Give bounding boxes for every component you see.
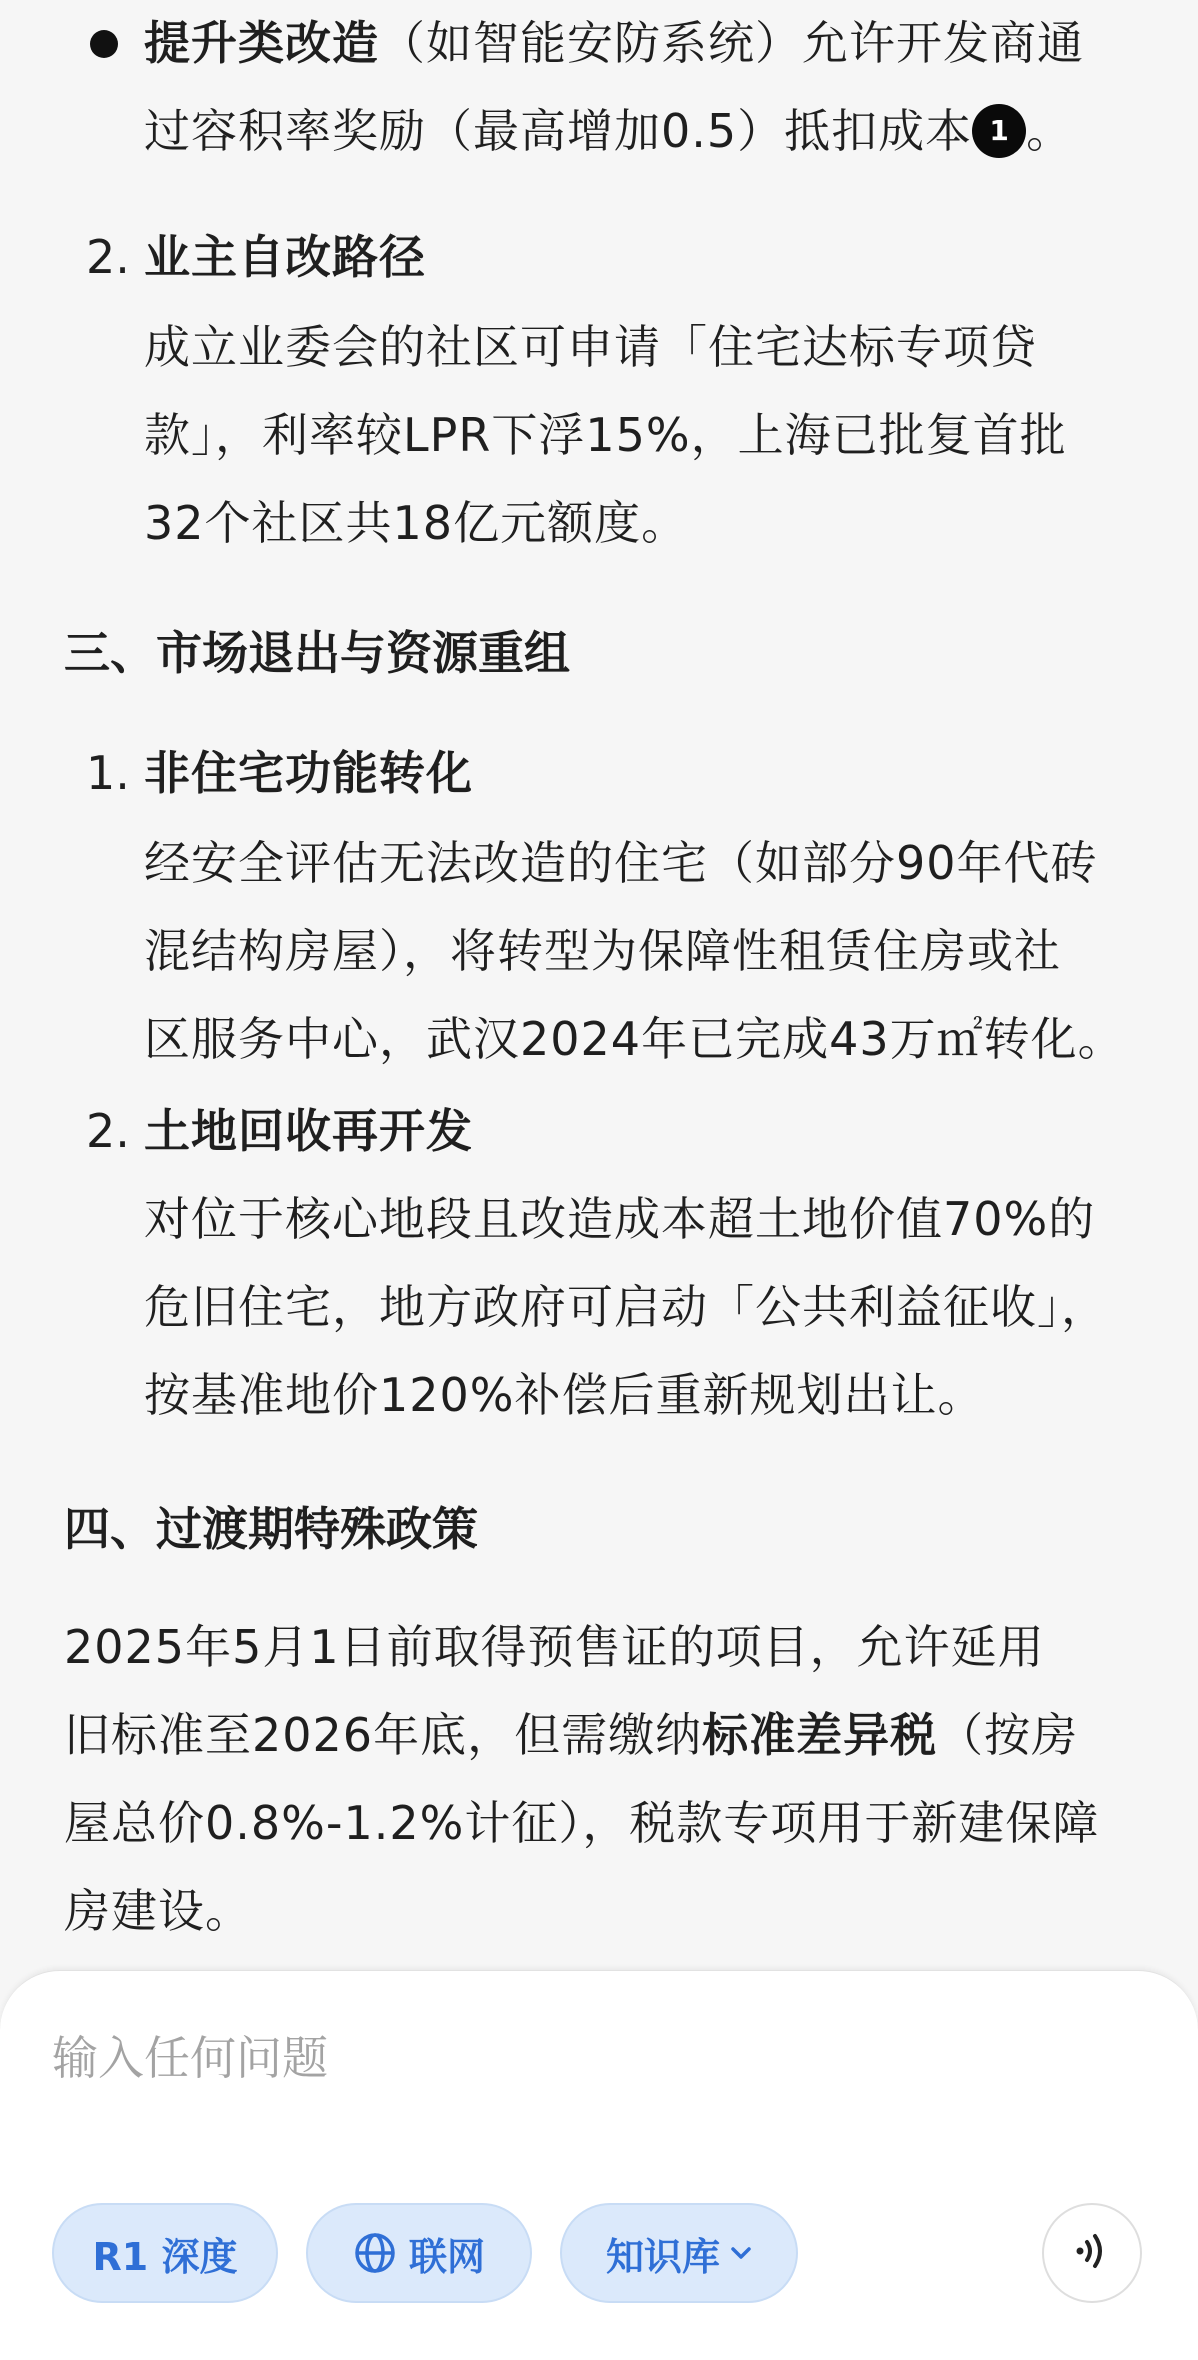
list-item-title: 土地回收再开发 [144,1104,473,1158]
list-item-line: 成立业委会的社区可申请「住宅达标专项贷 [144,320,1037,374]
bullet-line-2 [144,102,1073,162]
paragraph-text: 旧标准至2026年底，但需缴纳 [64,1708,703,1762]
bullet-line-2-text: 过容积率奖励（最高增加0.5）抵扣成本 [144,104,973,158]
paragraph-text: （按房 [937,1708,1079,1762]
globe-icon [353,2231,397,2275]
message-input[interactable]: 输入任何问题 [52,2031,328,2085]
paragraph-line: 2025年5月1日前取得预售证的项目，允许延用 [64,1620,1045,1674]
chevron-down-icon [730,2246,752,2260]
citation-badge[interactable]: 1 [972,104,1026,158]
list-marker: 1. [86,746,130,800]
list-item-line: 危旧住宅，地方政府可启动「公共利益征收」， [144,1280,1108,1334]
bullet-line-2-end: 。 [1026,104,1074,158]
knowledge-base-label: 知识库 [605,2234,720,2279]
bullet-line-1 [144,14,1084,72]
paragraph-bold-term: 标准差异税 [702,1708,938,1762]
deep-think-button[interactable] [52,2203,278,2303]
list-item-line: 对位于核心地段且改造成本超土地价值70%的 [144,1192,1096,1246]
list-marker: 2. [86,230,130,284]
bullet-line-1-text: （如智能安防系统）允许开发商通 [379,16,1084,70]
list-item-line: 混结构房屋），将转型为保障性租赁住房或社 [144,924,1061,978]
list-marker: 2. [86,1104,130,1158]
web-search-label: 联网 [408,2234,485,2279]
voice-input-button[interactable] [1042,2203,1142,2303]
deep-think-label: R1 深度 [92,2234,238,2279]
web-search-button[interactable] [306,2203,532,2303]
list-item-title: 业主自改路径 [144,230,426,284]
list-item-line: 区服务中心，武汉2024年已完成43万㎡转化。 [144,1012,1125,1066]
bullet-bold-term: 提升类改造 [144,16,379,70]
section-heading: 三、市场退出与资源重组 [64,626,570,680]
paragraph-line [64,1706,1078,1764]
bullet-dot [90,30,118,58]
list-item-title: 非住宅功能转化 [144,746,473,800]
knowledge-base-button[interactable] [560,2203,798,2303]
section-heading: 四、过渡期特殊政策 [64,1502,478,1556]
list-item-line: 经安全评估无法改造的住宅（如部分90年代砖 [144,836,1098,890]
voice-wave-icon [1070,2229,1114,2277]
paragraph-line: 房建设。 [64,1884,252,1938]
list-item-line: 按基准地价120%补偿后重新规划出让。 [144,1368,985,1422]
list-item-line: 款」，利率较LPR下浮15%，上海已批复首批 [144,408,1067,462]
paragraph-line: 屋总价0.8%-1.2%计征），税款专项用于新建保障 [64,1796,1100,1850]
list-item-line: 32个社区共18亿元额度。 [144,496,689,550]
input-panel [0,1970,1198,2360]
